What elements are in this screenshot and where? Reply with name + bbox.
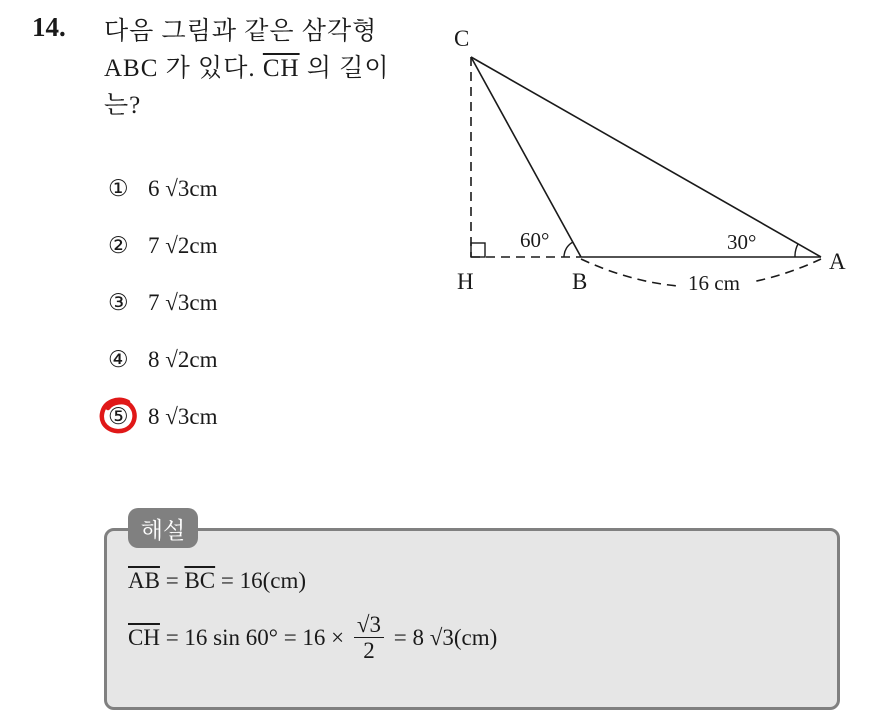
- segment-ch-label: $\overline{CH}$: [128, 624, 160, 650]
- solution-line-1-rest: = 16(cm): [215, 568, 307, 593]
- question-text: [104, 13, 434, 124]
- solution-line-2: [128, 612, 497, 664]
- right-angle-mark: [471, 243, 485, 257]
- question-text-line-1: 다음 그림과 같은 삼각형: [104, 18, 378, 45]
- solution-line-2-rest-b: = 8 √3(cm): [388, 624, 498, 650]
- question-text-line-2-post: 의 길이: [299, 55, 390, 82]
- fraction-denominator: 2: [363, 638, 375, 664]
- choice-number: ③: [108, 289, 129, 315]
- choice-value: 6 √3cm: [148, 175, 218, 201]
- choice-value: 7 √3cm: [148, 289, 218, 315]
- angle-arc-a: [795, 244, 798, 257]
- angle-arc-b: [564, 242, 573, 257]
- question-text-line-3: 는?: [104, 92, 142, 119]
- choice-number: ④: [108, 346, 129, 372]
- vertex-label-h: H: [457, 269, 474, 294]
- segment-ab-label: $\overline{AB}$: [128, 568, 160, 593]
- answer-choices: [108, 160, 217, 445]
- choice-5[interactable]: [108, 388, 217, 445]
- choice-1[interactable]: [108, 160, 217, 217]
- solution-line-2-rest-a: = 16 sin 60° = 16 ×: [159, 624, 350, 650]
- segment-ch-label: $\overline{CH}$: [262, 55, 300, 82]
- vertex-label-b: B: [572, 269, 588, 294]
- length-label-ab: 16 cm: [688, 271, 740, 295]
- question-text-line-2: [104, 50, 434, 87]
- question-text-line-2-pre: ABC 가 있다.: [104, 55, 263, 82]
- angle-label-b: 60°: [520, 228, 550, 252]
- choice-3[interactable]: [108, 274, 217, 331]
- vertex-label-a: A: [829, 249, 846, 274]
- fraction: [354, 612, 384, 664]
- choice-value: 8 √3cm: [148, 403, 218, 429]
- choice-number: ⑤: [108, 403, 129, 429]
- segment-bc-label: $\overline{BC}$: [184, 568, 216, 593]
- choice-value: 7 √2cm: [148, 232, 218, 258]
- choice-2[interactable]: [108, 217, 217, 274]
- solution-line-1: [128, 568, 306, 594]
- solution-tag: 해설: [128, 508, 198, 548]
- angle-label-a: 30°: [727, 230, 757, 254]
- choice-number: ②: [108, 232, 129, 258]
- question-number: 14.: [32, 12, 66, 42]
- choice-4[interactable]: [108, 331, 217, 388]
- fraction-numerator: √3: [354, 612, 384, 638]
- choice-value: 8 √2cm: [148, 346, 218, 372]
- side-ca: [471, 57, 821, 257]
- triangle-figure: [440, 15, 860, 305]
- vertex-label-c: C: [454, 26, 470, 51]
- equals-sign: =: [159, 568, 185, 593]
- choice-number: ①: [108, 175, 129, 201]
- side-cb: [471, 57, 581, 257]
